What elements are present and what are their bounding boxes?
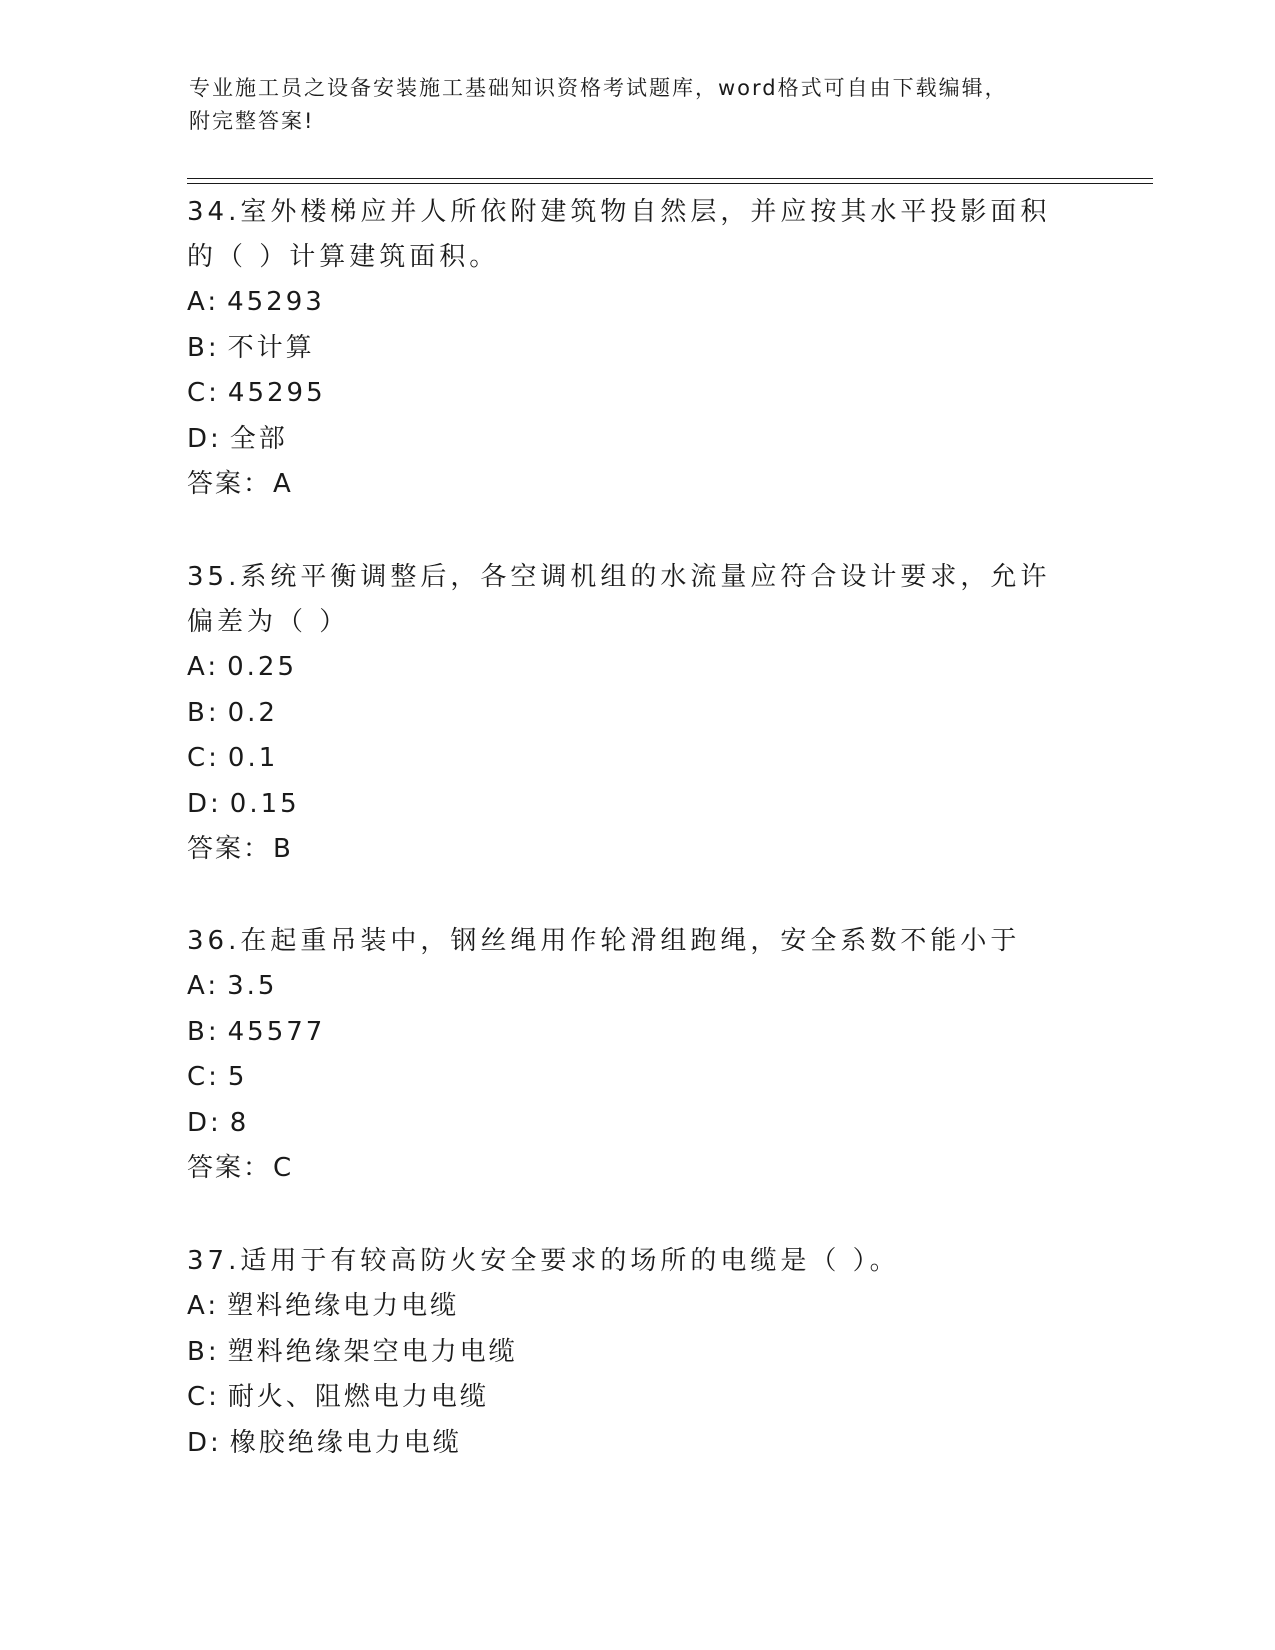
option-label: A: [187,971,220,1001]
question-34 [187,188,1087,508]
option-d [187,417,1087,463]
option-b [187,1330,1087,1376]
option-value: 塑料绝缘电力电缆 [227,1291,460,1321]
option-label: C: [187,743,220,773]
option-label: A: [187,1291,220,1321]
option-label: B: [187,697,220,728]
option-label: B: [187,1336,220,1367]
option-label: D: [187,1107,222,1138]
option-value: 8 [229,1107,250,1138]
option-c [187,371,1087,417]
option-value: 塑料绝缘架空电力电缆 [227,1336,518,1367]
option-a [187,1284,1087,1330]
option-b [187,1010,1087,1056]
header-line-1: 专业施工员之设备安装施工基础知识资格考试题库，word格式可自由下载编辑， [189,76,1008,100]
document-header [189,72,1069,138]
option-label: B: [187,332,220,363]
option-a [187,645,1087,691]
option-d [187,782,1087,828]
option-label: C: [187,1382,220,1412]
answer-value: A [273,469,293,499]
option-value: 0.2 [227,697,278,728]
option-label: D: [187,1427,222,1458]
question-36 [187,917,1087,1192]
option-value: 0.15 [229,788,300,819]
option-label: C: [187,1062,220,1092]
option-label: D: [187,788,222,819]
answer-line [187,827,1087,873]
answer-label: 答案： [187,469,272,499]
option-value: 橡胶绝缘电力电缆 [229,1427,462,1458]
option-b [187,691,1087,737]
question-text: 36.在起重吊装中，钢丝绳用作轮滑组跑绳，安全系数不能小于 [187,926,1021,956]
option-d [187,1421,1087,1467]
answer-label: 答案： [187,834,272,864]
option-a [187,964,1087,1010]
answer-value: C [273,1153,294,1183]
option-value: 45295 [227,378,326,408]
option-c [187,1375,1087,1421]
option-value: 3.5 [227,971,278,1001]
header-divider-top [187,178,1153,179]
question-text: 35.系统平衡调整后，各空调机组的水流量应符合设计要求，允许偏差为（ ） [187,562,1051,637]
option-label: A: [187,652,220,682]
option-label: B: [187,1016,220,1047]
header-line-2: 附完整答案! [189,109,315,133]
question-37 [187,1237,1087,1466]
question-35 [187,553,1087,873]
option-a [187,280,1087,326]
option-value: 0.1 [227,743,279,773]
option-c [187,736,1087,782]
option-c [187,1055,1087,1101]
option-value: 5 [227,1062,248,1092]
option-label: C: [187,378,220,408]
option-value: 45293 [227,287,325,317]
answer-value: B [273,834,293,864]
option-d [187,1101,1087,1147]
option-b [187,326,1087,372]
question-text: 37.适用于有较高防火安全要求的场所的电缆是（ ）。 [187,1246,900,1276]
header-divider-bottom [187,183,1153,184]
option-value: 0.25 [227,652,297,682]
option-label: A: [187,287,220,317]
answer-label: 答案： [187,1153,272,1183]
option-label: D: [187,423,222,454]
option-value: 45577 [227,1016,326,1047]
option-value: 全部 [229,423,288,454]
option-value: 不计算 [227,332,315,363]
option-value: 耐火、阻燃电力电缆 [227,1382,489,1412]
answer-line [187,1146,1087,1192]
question-text: 34.室外楼梯应并人所依附建筑物自然层，并应按其水平投影面积的（ ）计算建筑面积。 [187,197,1051,272]
answer-line [187,462,1087,508]
